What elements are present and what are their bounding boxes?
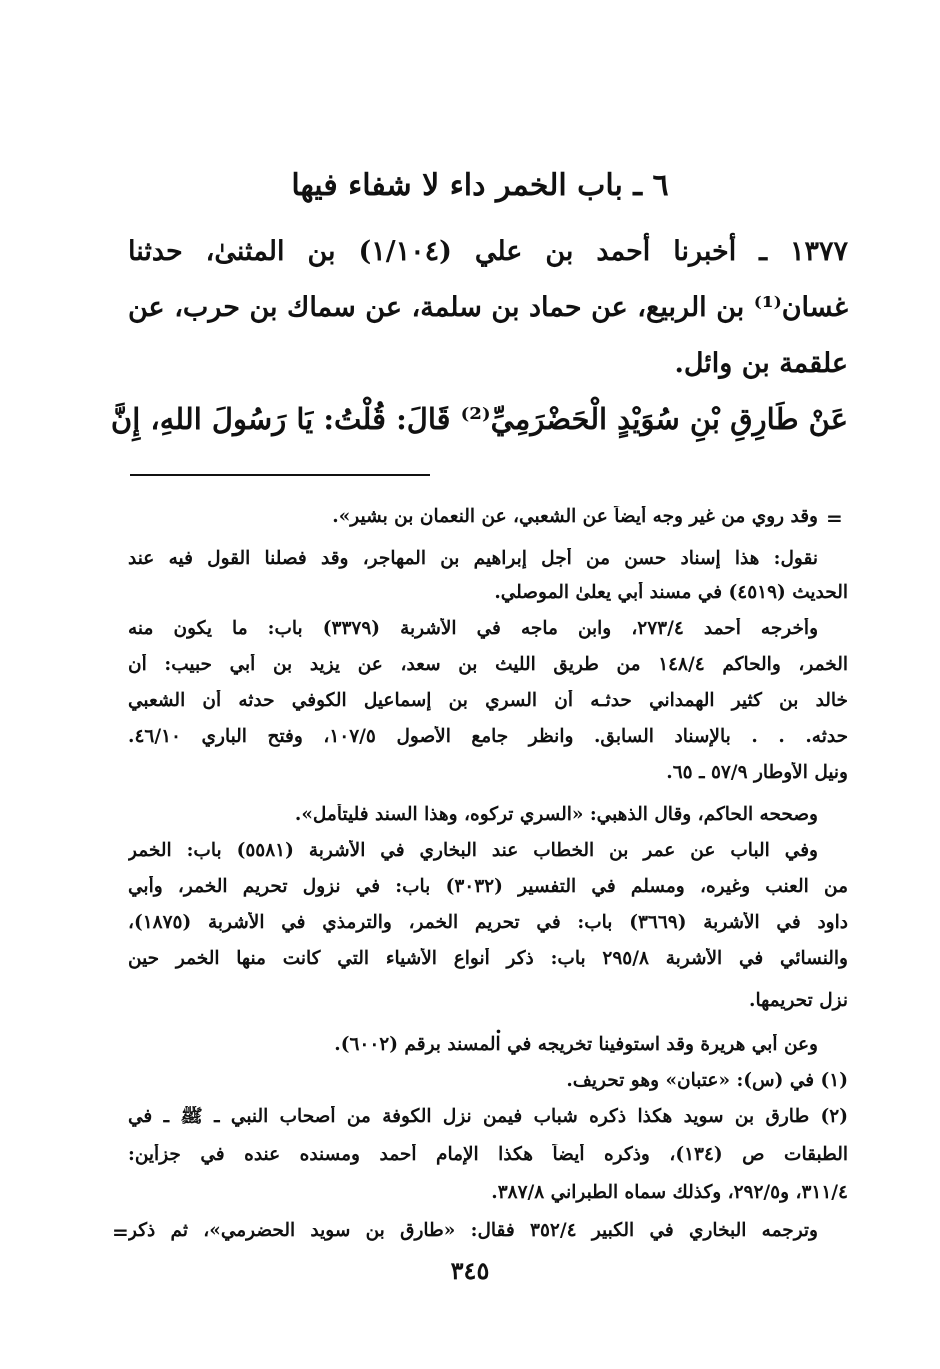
body-line: ١٣٧٧ ـ أخبرنا أحمد بن علي (١/١٠٤) بن المثنىٰ، حدثنا [128,236,848,267]
footnote-line: وصححه الحاكم، وقال الذهبي: «السري تركوه، وهذا السند فليتأمل». [294,804,818,825]
stray-dot: . [495,1014,502,1038]
chapter-title: ٦ ـ باب الخمر داء لا شفاء فيها [291,168,669,203]
footnote-line: وعن أبي هريرة وقد استوفينا تخريجه في المسند برقم (٦٠٠٢). [334,1034,818,1055]
footnote-line: الطبقات ص (١٣٤)، وذكره أيضاً هكذا الإمام أحمد ومسنده عنده في جزأين: [128,1144,848,1165]
hadith-text: عَنْ طَارِقِ بْنِ سُوَيْدٍ الْحَضْرَمِيِّ⁽²⁾ قَالَ: قُلْتُ: يَا رَسُولَ اللهِ، إِنَّ [110,402,848,436]
footnote-line: وقد روي من غير وجه أيضاً عن الشعبي، عن النعمان بن بشير». [332,506,818,527]
footnote-separator [130,474,430,476]
footnote-line: ونيل الأوطار ٥٧/٩ ـ ٦٥. [666,762,848,783]
footnote-line: نزل تحريمها. [749,990,848,1011]
body-line: علقمة بن وائل. [674,348,848,379]
footnote-line: والنسائي في الأشربة ٢٩٥/٨ باب: ذكر أنواع الأشياء التي كانت منها الخمر حين [128,948,848,969]
footnote-line: الحديث (٤٥١٩) في مسند أبي يعلىٰ الموصلي. [494,582,848,603]
footnote-line: نقول: هذا إسناد حسن من أجل إبراهيم بن المهاجر، وقد فصلنا القول فيه عند [128,548,818,569]
continuation-mark-top: = [826,506,843,530]
footnote-line: من العنب وغيره، ومسلم في التفسير (٣٠٣٢) باب: في نزول تحريم الخمر، وأبي [128,876,848,897]
continuation-mark-bottom: = [112,1220,129,1244]
footnote-line: داود في الأشربة (٣٦٦٩) باب: في تحريم الخمر، والترمذي في الأشربة (١٨٧٥)، [128,912,848,933]
footnote-line: وترجمه البخاري في الكبير ٣٥٢/٤ فقال: «طارق بن سويد الحضرمي»، ثم ذكر [128,1220,818,1241]
page-number: ٣٤٥ [450,1256,490,1285]
footnote-line: ٣١١/٤، و٢٩٢/٥، وكذلك سماه الطبراني ٣٨٧/٨. [491,1182,848,1203]
footnote-line: خالد بن كثير الهمداني حدثـه أن السري بن إسماعيل الكوفي حدثه أن الشعبي [128,690,848,711]
footnote-2: (٢) طارق بن سويد هكذا ذكره شباب فيمن نزل الكوفة من أصحاب النبي ـ ﷺ ـ في [128,1106,848,1127]
footnote-line: الخمر، والحاكم ١٤٨/٤ من طريق الليث بن سعد، عن يزيد بن أبي حبيب: أن [128,654,848,675]
footnote-line: وأخرجه أحمد ٢٧٣/٤، وابن ماجه في الأشربة (٣٣٧٩) باب: ما يكون منه [128,618,819,639]
footnote-line: حدثه. . . بالإسناد السابق. وانظر جامع الأصول ١٠٧/٥، وفتح الباري ٤٦/١٠. [128,726,848,747]
body-line: غسان⁽¹⁾ بن الربيع، عن حماد بن سلمة، عن سماك بن حرب، عن [128,292,848,323]
footnote-line: وفي الباب عن عمر بن الخطاب عند البخاري في الأشربة (٥٥٨١) باب: الخمر [128,840,818,861]
footnote-1: (١) في (س): «عتبان» وهو تحريف. [566,1070,848,1091]
